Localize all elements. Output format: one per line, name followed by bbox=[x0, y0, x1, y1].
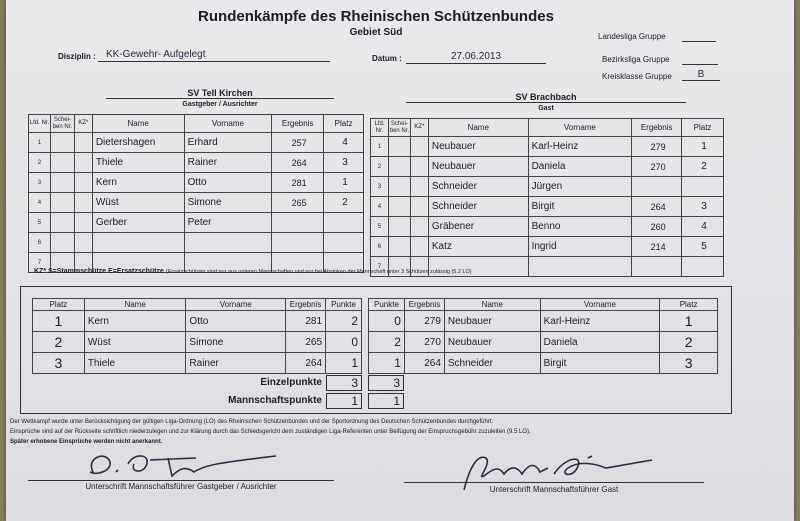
col-name: Name bbox=[92, 115, 184, 133]
table-row: 3 Kern Otto 281 1 bbox=[29, 173, 364, 193]
col-kz: KZ* bbox=[74, 115, 92, 133]
einzelpunkte-label: Einzelpunkte bbox=[260, 377, 322, 388]
guest-signature-line bbox=[404, 482, 704, 483]
guest-comparison-table bbox=[368, 298, 718, 374]
legend-kz: KZ* bbox=[34, 268, 47, 275]
table-row: 7 bbox=[29, 253, 364, 273]
col-ergebnis: Ergebnis bbox=[272, 115, 324, 133]
footer-line-1: Der Wettkampf wurde unter Berücksichtigung der gültigen Liga-Ordnung (LO) des Rheinischen Schützenbundes und der Sportordnung des Deutschen Schützenbundes durchgeführt. bbox=[10, 419, 494, 425]
kreisklasse-label: Kreisklasse Gruppe bbox=[602, 72, 672, 81]
col-punkte: Punkte bbox=[369, 299, 405, 311]
mannschaftspunkte-home: 1 bbox=[326, 393, 362, 409]
table-row: 5 Gerber Peter bbox=[29, 213, 364, 233]
kreisklasse-value: B bbox=[682, 69, 720, 81]
col-platz: Platz bbox=[33, 299, 85, 311]
form-title: Rundenkämpfe des Rheinischen Schützenbundes bbox=[198, 8, 554, 25]
home-team-role: Gastgeber / Ausrichter bbox=[182, 101, 258, 108]
einzelpunkte-guest: 3 bbox=[368, 375, 404, 391]
legend-note: (Ersatzschützen sind nur aus unteren Mannschaften und nur bei Absinken der Mannschaft unter 3 Schützen zulässig (5.2 LO) bbox=[165, 269, 472, 275]
mannschaftspunkte-label: Mannschaftspunkte bbox=[228, 395, 322, 406]
col-punkte: Punkte bbox=[326, 299, 362, 311]
col-scheiben: Schei- ben Nr. bbox=[388, 119, 410, 137]
mannschaftspunkte-guest: 1 bbox=[368, 393, 404, 409]
col-lfd: Lfd. Nr. bbox=[29, 115, 51, 133]
datum-label: Datum : bbox=[372, 54, 402, 63]
table-row: 4 Wüst Simone 265 2 bbox=[29, 193, 364, 213]
table-row: 6 bbox=[29, 233, 364, 253]
table-row: 5 Gräbener Benno 260 4 bbox=[371, 217, 724, 237]
col-ergebnis: Ergebnis bbox=[632, 119, 682, 137]
table-row: 3 Thiele Rainer 264 1 bbox=[33, 353, 362, 374]
table-row: 3 Schneider Jürgen bbox=[371, 177, 724, 197]
table-row: 7 bbox=[371, 257, 724, 277]
col-ergebnis: Ergebnis bbox=[404, 299, 444, 311]
col-vorname: Vorname bbox=[184, 115, 272, 133]
legend-line bbox=[34, 268, 472, 275]
home-signature-line bbox=[28, 480, 334, 481]
bezirksliga-label: Bezirksliga Gruppe bbox=[602, 55, 670, 64]
col-vorname: Vorname bbox=[540, 299, 660, 311]
landesliga-label: Landesliga Gruppe bbox=[598, 32, 666, 41]
bezirksliga-field bbox=[682, 55, 718, 65]
home-team-name: SV Tell Kirchen bbox=[106, 88, 334, 99]
col-platz: Platz bbox=[660, 299, 718, 311]
score-sheet bbox=[6, 0, 794, 521]
table-row: 4 Schneider Birgit 264 3 bbox=[371, 197, 724, 217]
col-kz: KZ* bbox=[410, 119, 428, 137]
home-signature-label: Unterschrift Mannschaftsführer Gastgeber / Ausrichter bbox=[85, 482, 277, 491]
table-row: 6 Katz Ingrid 214 5 bbox=[371, 237, 724, 257]
guest-team-name: SV Brachbach bbox=[406, 92, 686, 103]
guest-roster-table bbox=[370, 118, 724, 277]
guest-signature-label: Unterschrift Mannschaftsführer Gast bbox=[489, 485, 619, 494]
table-row: 1 264 Schneider Birgit 3 bbox=[369, 353, 718, 374]
guest-team-role: Gast bbox=[538, 105, 554, 112]
table-row: 2 Thiele Rainer 264 3 bbox=[29, 153, 364, 173]
home-roster-table bbox=[28, 114, 364, 273]
home-signature bbox=[76, 446, 286, 482]
datum-value: 27.06.2013 bbox=[406, 51, 546, 64]
einzelpunkte-home: 3 bbox=[326, 375, 362, 391]
col-name: Name bbox=[84, 299, 186, 311]
landesliga-field bbox=[682, 32, 716, 42]
table-row: 0 279 Neubauer Karl-Heinz 1 bbox=[369, 311, 718, 332]
table-row: 1 Kern Otto 281 2 bbox=[33, 311, 362, 332]
col-vorname: Vorname bbox=[528, 119, 632, 137]
col-platz: Platz bbox=[682, 119, 724, 137]
table-row: 2 270 Neubauer Daniela 2 bbox=[369, 332, 718, 353]
col-name: Name bbox=[428, 119, 528, 137]
table-row: 1 Dietershagen Erhard 257 4 bbox=[29, 133, 364, 153]
col-vorname: Vorname bbox=[186, 299, 286, 311]
table-row: 2 Neubauer Daniela 270 2 bbox=[371, 157, 724, 177]
col-platz: Platz bbox=[324, 115, 364, 133]
col-lfd: Lfd. Nr. bbox=[371, 119, 389, 137]
col-name: Name bbox=[444, 299, 540, 311]
home-comparison-table bbox=[32, 298, 362, 374]
col-scheiben: Schei- ben Nr. bbox=[50, 115, 74, 133]
footer-line-3: Später erhobene Einsprüche werden nicht anerkannt. bbox=[10, 439, 163, 445]
disziplin-value: KK-Gewehr- Aufgelegt bbox=[98, 49, 330, 62]
legend-text: S=Stammschütze E=Ersatzschütze bbox=[48, 268, 164, 275]
col-ergebnis: Ergebnis bbox=[286, 299, 326, 311]
table-row: 1 Neubauer Karl-Heinz 279 1 bbox=[371, 137, 724, 157]
form-subtitle: Gebiet Süd bbox=[349, 27, 403, 38]
disziplin-label: Disziplin : bbox=[58, 52, 96, 61]
table-row: 2 Wüst Simone 265 0 bbox=[33, 332, 362, 353]
footer-line-2: Einsprüche sind auf der Rückseite schriftlich niederzulegen und zur Klärung durch das Schiedsgericht dem zuständigen Liga-Referenten unter Beifügung der Einspruchsgebühr zuzuleiten (9.5 LO). bbox=[10, 429, 531, 435]
